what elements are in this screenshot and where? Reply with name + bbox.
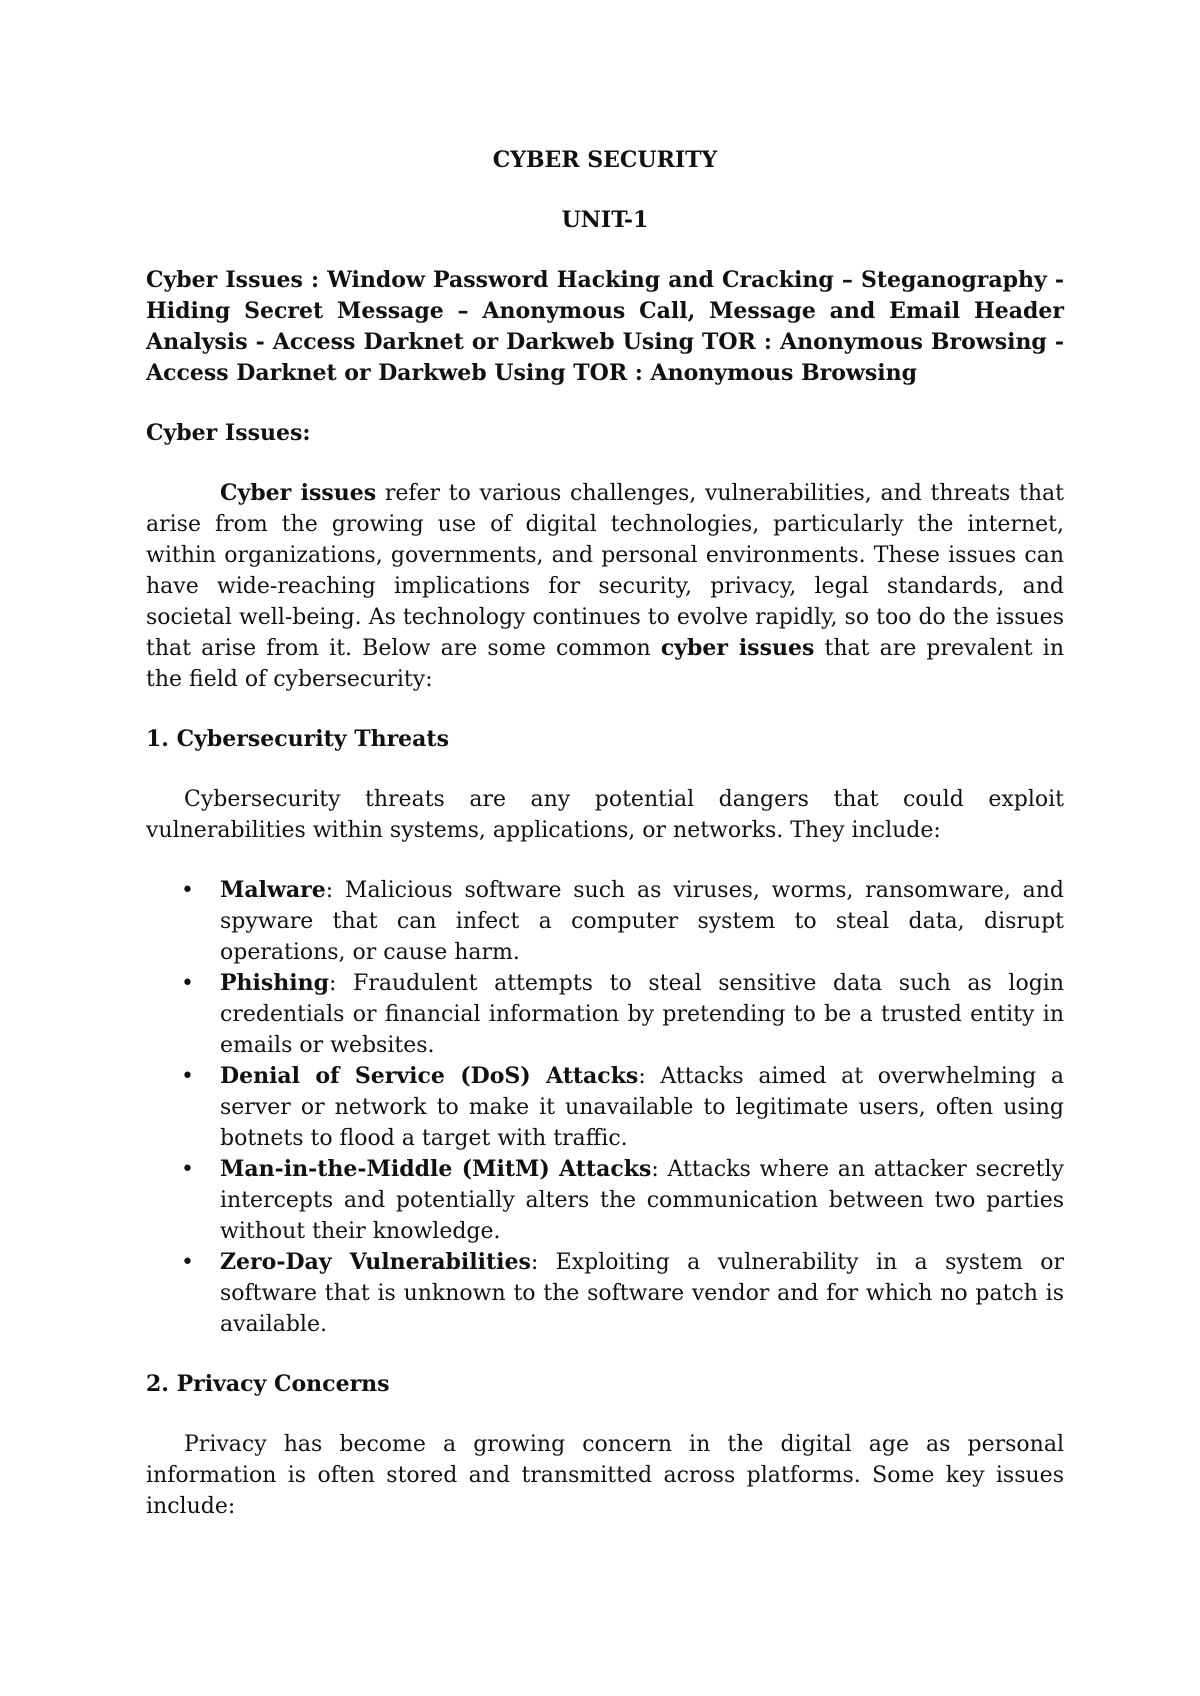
heading-cybersecurity-threats: 1. Cybersecurity Threats <box>146 726 449 752</box>
list-item-text: : Fraudulent attempts to steal sensitive data such as login credentials or financial information by pretending to be a trusted entity in emails or websites. <box>220 971 1064 1058</box>
intro-term-cyber-issues-2: cyber issues <box>660 635 815 661</box>
list-item-term: Malware <box>220 877 326 903</box>
threats-list <box>146 875 1064 1340</box>
list-item <box>181 1154 1064 1247</box>
list-item-text: : Attacks aimed at overwhelming a server or network to make it unavailable to legitimate users, often using botnets to flood a target with traffic. <box>220 1064 1064 1151</box>
list-item-term: Denial of Service (DoS) Attacks <box>220 1063 639 1089</box>
bullet-icon: • <box>181 971 194 996</box>
syllabus-summary: Cyber Issues : Window Password Hacking and Cracking – Steganography - Hiding Secret Message – Anonymous Call, Message and Email Header Analysis - Access Darknet or Darkweb Using TOR : Anonymous Browsing - Access Darknet or Darkweb Using TOR : Anonymous Browsing <box>146 267 1064 386</box>
list-item <box>181 1061 1064 1154</box>
list-item-text: : Exploiting a vulnerability in a system or software that is unknown to the software vendor and for which no patch is available. <box>220 1250 1064 1337</box>
privacy-intro-paragraph: Privacy has become a growing concern in the digital age as personal information is often stored and transmitted across platforms. Some key issues include: <box>146 1432 1064 1519</box>
list-item <box>181 875 1064 968</box>
intro-paragraph <box>146 478 1064 695</box>
document-title: CYBER SECURITY <box>492 147 718 173</box>
threats-intro-paragraph: Cybersecurity threats are any potential dangers that could exploit vulnerabilities within systems, applications, or networks. They include: <box>146 787 1064 843</box>
heading-privacy-concerns: 2. Privacy Concerns <box>146 1371 390 1397</box>
intro-text-2: that are prevalent in the field of cybersecurity: <box>146 636 1064 692</box>
bullet-icon: • <box>181 878 194 903</box>
list-item-term: Phishing <box>220 970 330 996</box>
list-item-term: Zero-Day Vulnerabilities <box>220 1249 531 1275</box>
intro-text-1: refer to various challenges, vulnerabilities, and threats that arise from the growing use of digital technologies, particularly the internet, within organizations, governments, and personal environments. These issues can have wide-reaching implications for security, privacy, legal standards, and societal well-being. As technology continues to evolve rapidly, so too do the issues that arise from it. Below are some common <box>146 481 1064 661</box>
bullet-icon: • <box>181 1250 194 1275</box>
unit-label: UNIT-1 <box>561 207 649 233</box>
bullet-icon: • <box>181 1157 194 1182</box>
intro-term-cyber-issues: Cyber issues <box>220 480 377 506</box>
list-item <box>181 968 1064 1061</box>
bullet-icon: • <box>181 1064 194 1089</box>
list-item <box>181 1247 1064 1340</box>
list-item-text: : Attacks where an attacker secretly intercepts and potentially alters the communication between two parties without their knowledge. <box>220 1157 1064 1244</box>
list-item-text: : Malicious software such as viruses, worms, ransomware, and spyware that can infect a computer system to steal data, disrupt operations, or cause harm. <box>220 878 1064 965</box>
section-heading-cyber-issues: Cyber Issues: <box>146 420 311 446</box>
list-item-term: Man-in-the-Middle (MitM) Attacks <box>220 1156 652 1182</box>
